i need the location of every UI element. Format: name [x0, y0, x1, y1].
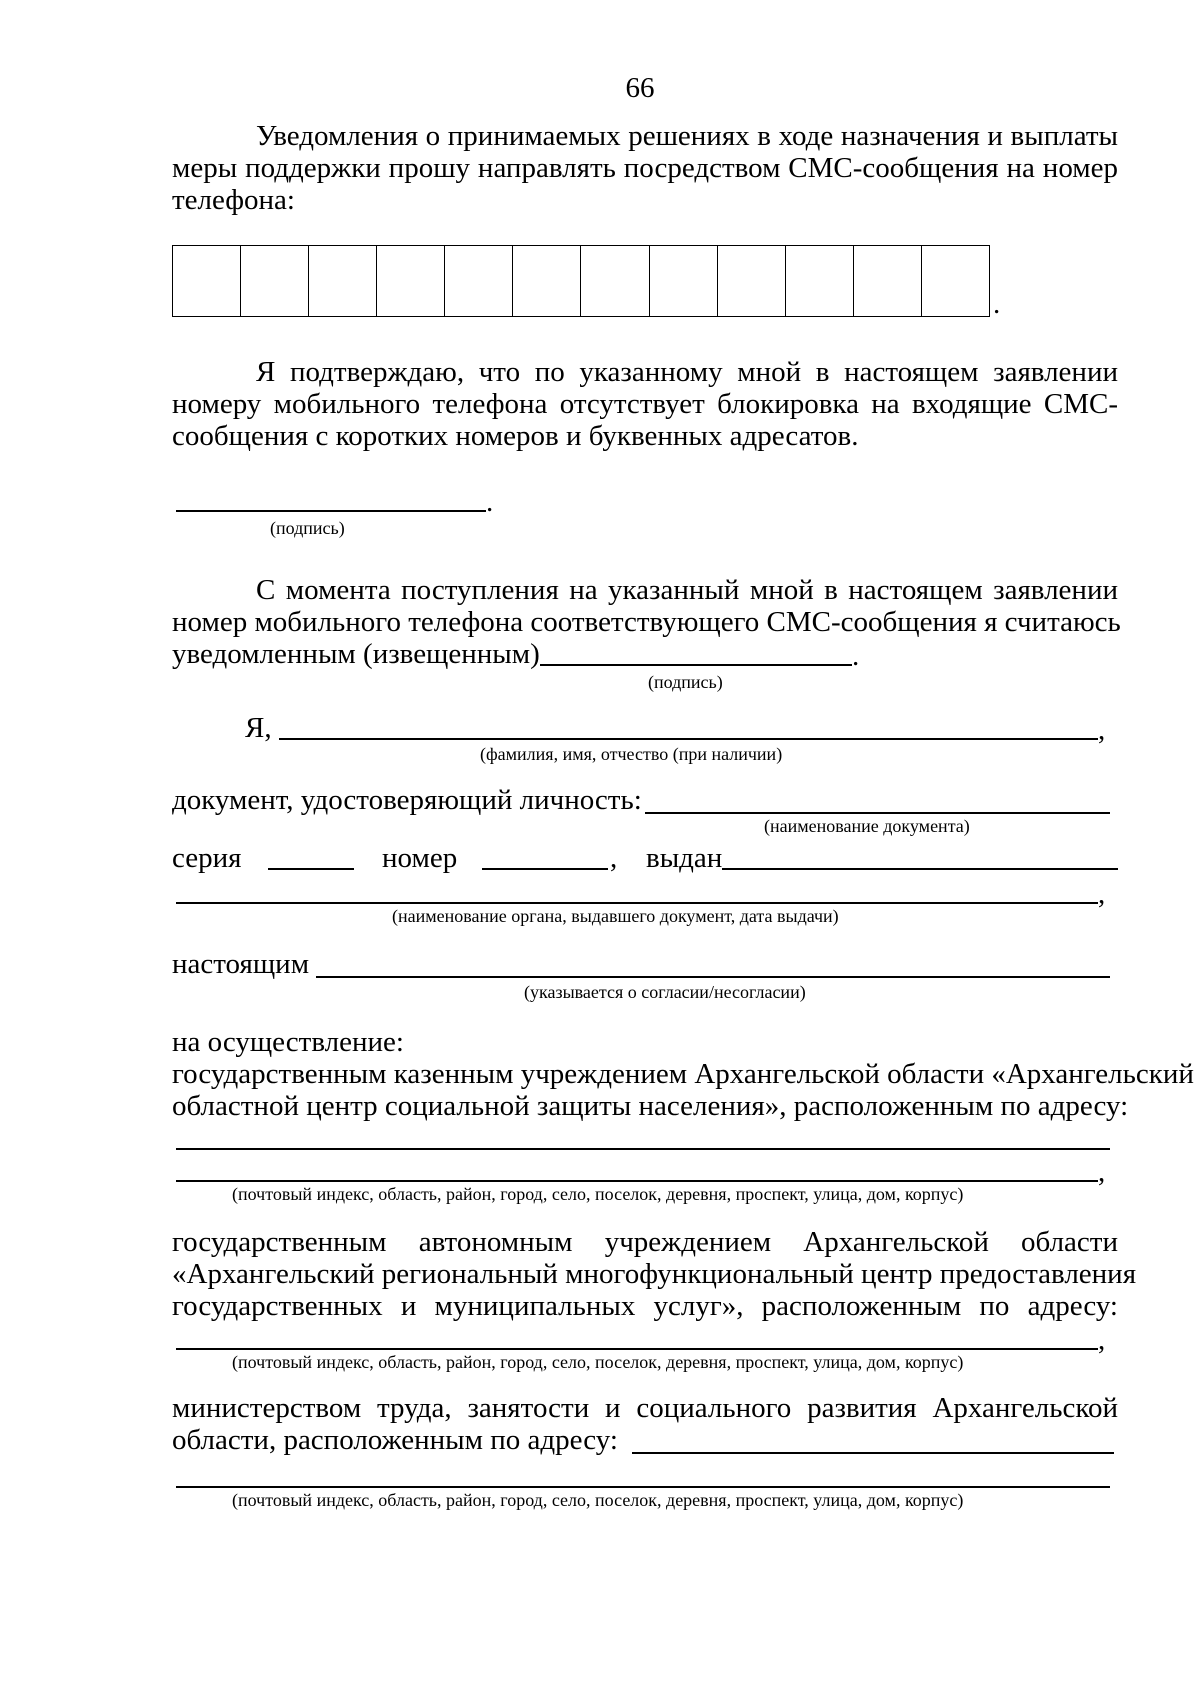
confirm-line-3: сообщения с коротких номеров и буквенных адресатов. [172, 420, 859, 452]
phone-digit-cell[interactable] [853, 246, 921, 316]
confirm-signature-line[interactable] [176, 510, 486, 512]
number-comma: , [610, 842, 618, 874]
page-number: 66 [625, 72, 655, 104]
phone-digit-cell[interactable] [376, 246, 444, 316]
entity-1-address-line-1[interactable] [176, 1148, 1110, 1150]
entity-1-address-caption: (почтовый индекс, область, район, город, село, поселок, деревня, проспект, улица, дом, корпус) [232, 1184, 964, 1204]
entity-3-line-1: министерством труда, занятости и социального развития Архангельской [172, 1392, 1118, 1424]
number-label: номер [382, 842, 458, 874]
full-name-comma: , [1098, 714, 1106, 746]
entity-2-address-line[interactable] [176, 1348, 1098, 1350]
sms-notice-line-3: телефона: [172, 184, 295, 216]
notified-signature-period: . [852, 640, 860, 672]
full-name-caption: (фамилия, имя, отчество (при наличии) [480, 744, 783, 764]
series-label: серия [172, 842, 242, 874]
confirm-signature-caption: (подпись) [270, 518, 345, 538]
consent-line[interactable] [316, 976, 1110, 978]
notified-line-2: номер мобильного телефона соответствующего СМС-сообщения я считаюсь [172, 606, 1121, 638]
issued-label: выдан [646, 842, 723, 874]
sms-notice-line-1: Уведомления о принимаемых решениях в ходе назначения и выплаты [256, 120, 1118, 152]
sms-notice-line-2: меры поддержки прошу направлять посредством СМС-сообщения на номер [172, 152, 1118, 184]
issuer-line[interactable] [176, 902, 1098, 904]
phone-cells-period: . [993, 288, 1001, 320]
entity-1-line-1: государственным казенным учреждением Архангельской области «Архангельский [172, 1058, 1194, 1090]
entity-1-line-2: областной центр социальной защиты населения», расположенным по адресу: [172, 1090, 1129, 1122]
entity-2-line-3: государственных и муниципальных услуг», расположенным по адресу: [172, 1290, 1118, 1322]
confirm-signature-period: . [486, 486, 494, 518]
entity-2-address-caption: (почтовый индекс, область, район, город, село, поселок, деревня, проспект, улица, дом, корпус) [232, 1352, 964, 1372]
entity-1-address-line-2[interactable] [176, 1180, 1098, 1182]
entities-intro: на осуществление: [172, 1026, 404, 1058]
issued-line[interactable] [722, 868, 1118, 870]
entity-2-line-1: государственным автономным учреждением Архангельской области [172, 1226, 1118, 1258]
i-label: Я, [245, 712, 272, 744]
doc-name-line[interactable] [645, 812, 1110, 814]
phone-digit-cell[interactable] [580, 246, 648, 316]
phone-digit-cell[interactable] [240, 246, 308, 316]
doc-label: документ, удостоверяющий личность: [172, 784, 642, 816]
entity-3-line-2: области, расположенным по адресу: [172, 1424, 618, 1456]
notified-line-3: уведомленным (извещенным) [172, 638, 540, 670]
phone-digit-cell[interactable] [444, 246, 512, 316]
notified-line-1: С момента поступления на указанный мной в настоящем заявлении [256, 574, 1118, 606]
doc-name-caption: (наименование документа) [764, 816, 970, 836]
phone-digit-cell[interactable] [173, 246, 240, 316]
entity-1-address-comma: , [1098, 1156, 1106, 1188]
confirm-line-2: номеру мобильного телефона отсутствует блокировка на входящие СМС- [172, 388, 1118, 420]
hereby-label: настоящим [172, 948, 310, 980]
phone-digit-cell[interactable] [921, 246, 989, 316]
issuer-caption: (наименование органа, выдавшего документ, дата выдачи) [392, 906, 839, 926]
phone-digit-cell[interactable] [649, 246, 717, 316]
phone-digit-cell[interactable] [785, 246, 853, 316]
phone-number-cells[interactable] [172, 245, 990, 317]
number-line[interactable] [482, 868, 608, 870]
entity-3-address-line-1[interactable] [632, 1452, 1114, 1454]
consent-caption: (указывается о согласии/несогласии) [524, 982, 806, 1002]
phone-digit-cell[interactable] [512, 246, 580, 316]
issuer-comma: , [1098, 878, 1106, 910]
series-line[interactable] [268, 868, 354, 870]
phone-digit-cell[interactable] [717, 246, 785, 316]
full-name-line[interactable] [279, 738, 1098, 740]
entity-2-address-comma: , [1098, 1324, 1106, 1356]
notified-signature-caption: (подпись) [648, 672, 723, 692]
phone-digit-cell[interactable] [308, 246, 376, 316]
entity-3-address-caption: (почтовый индекс, область, район, город, село, поселок, деревня, проспект, улица, дом, корпус) [232, 1490, 964, 1510]
confirm-line-1: Я подтверждаю, что по указанному мной в настоящем заявлении [256, 356, 1118, 388]
entity-2-line-2: «Архангельский региональный многофункциональный центр предоставления [172, 1258, 1137, 1290]
notified-signature-line[interactable] [540, 664, 852, 666]
entity-3-address-line-2[interactable] [176, 1486, 1110, 1488]
